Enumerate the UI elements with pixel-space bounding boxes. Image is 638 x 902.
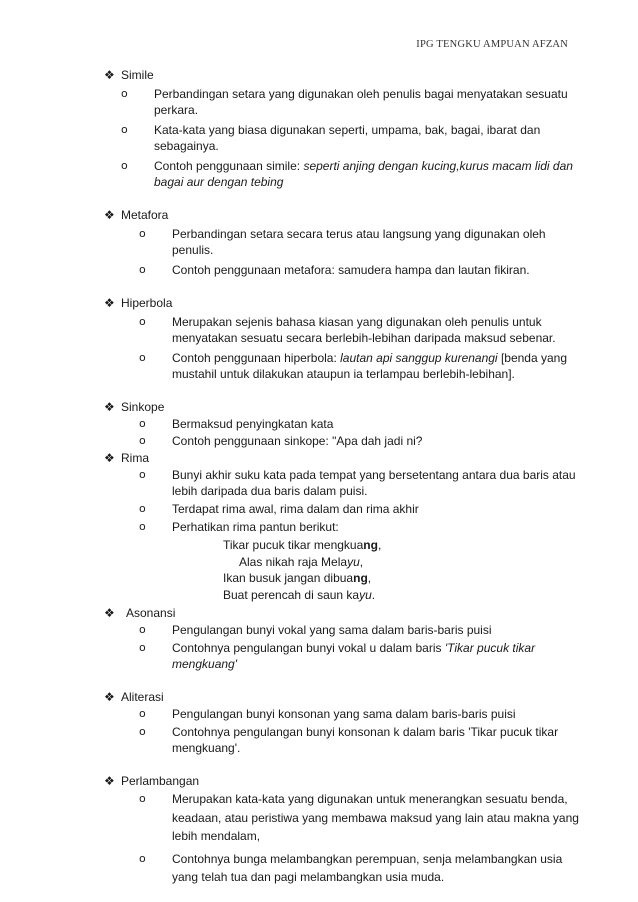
section-sinkope bbox=[104, 399, 584, 449]
section-title: Sinkope bbox=[121, 400, 165, 414]
document-body bbox=[104, 67, 584, 891]
diamond-icon: ❖ bbox=[104, 400, 115, 414]
pantun-poem bbox=[104, 537, 584, 603]
list-item: o Terdapat rima awal, rima dalam dan rima akhir bbox=[139, 502, 419, 516]
item-list bbox=[104, 467, 584, 535]
circle-bullet-icon: o bbox=[139, 417, 146, 430]
list-item: o Contoh penggunaan metafora: samudera hampa dan lautan fikiran. bbox=[139, 263, 530, 277]
list-item: o Pengulangan bunyi konsonan yang sama dalam baris-baris puisi bbox=[139, 707, 516, 721]
section-title: Rima bbox=[121, 451, 150, 465]
list-item: o Contoh penggunaan hiperbola: lautan api sanggup kurenangi [benda yang mustahil untuk dilakukan ataupun ia terlampau berlebih-lebihan]. bbox=[139, 351, 568, 381]
circle-bullet-icon: o bbox=[139, 851, 146, 865]
list-item: o Perhatikan rima pantun berikut: bbox=[139, 520, 339, 534]
circle-bullet-icon: o bbox=[139, 227, 146, 240]
section-rima bbox=[104, 450, 584, 603]
item-list bbox=[104, 622, 584, 672]
list-item: o Contoh penggunaan simile: seperti anjing dengan kucing,kurus macam lidi dan bagai aur dengan tebing bbox=[121, 159, 573, 189]
section-title: Hiperbola bbox=[121, 296, 173, 310]
section-title: Simile bbox=[121, 68, 154, 82]
circle-bullet-icon: o bbox=[139, 315, 146, 328]
list-item: o Contoh penggunaan sinkope: "Apa dah jadi ni? bbox=[139, 434, 423, 448]
circle-bullet-icon: o bbox=[139, 792, 146, 805]
poem-line: Alas nikah raja Melayu, bbox=[239, 554, 364, 569]
diamond-icon: ❖ bbox=[104, 451, 115, 465]
diamond-icon: ❖ bbox=[104, 208, 115, 222]
section-simile bbox=[104, 67, 584, 190]
circle-bullet-icon: o bbox=[139, 725, 146, 738]
item-list bbox=[104, 706, 584, 756]
list-item: o Perbandingan setara secara terus atau langsung yang digunakan oleh penulis. bbox=[139, 227, 546, 257]
item-list bbox=[104, 790, 584, 887]
poem-line: Tikar pucuk tikar mengkuang, bbox=[223, 538, 382, 552]
list-item: o Contohnya pengulangan bunyi konsonan k dalam baris 'Tikar pucuk tikar mengkuang'. bbox=[139, 725, 559, 755]
section-asonansi bbox=[104, 605, 584, 672]
section-metafora bbox=[104, 207, 584, 278]
circle-bullet-icon: o bbox=[139, 434, 146, 447]
diamond-icon: ❖ bbox=[104, 774, 115, 788]
item-list bbox=[104, 86, 584, 190]
list-item: o Contohnya bunga melambangkan perempuan, senja melambangkan usia yang telah tua dan pagi melambangkan usia muda. bbox=[139, 851, 563, 884]
section-title: Aliterasi bbox=[121, 690, 164, 704]
list-item: o Merupakan kata-kata yang digunakan untuk menerangkan sesuatu benda, keadaan, atau peristiwa yang membawa maksud yang lain atau makna yang lebih mendalam, bbox=[139, 792, 579, 843]
diamond-icon: ❖ bbox=[104, 690, 115, 704]
section-perlambangan bbox=[104, 773, 584, 887]
circle-bullet-icon: o bbox=[139, 351, 146, 364]
circle-bullet-icon: o bbox=[139, 520, 146, 533]
section-title: Asonansi bbox=[126, 606, 176, 620]
page-header: IPG TENGKU AMPUAN AFZAN bbox=[416, 39, 568, 50]
circle-bullet-icon: o bbox=[139, 468, 146, 481]
list-item: o Kata-kata yang biasa digunakan seperti, umpama, bak, bagai, ibarat dan sebagainya. bbox=[121, 123, 541, 153]
circle-bullet-icon: o bbox=[139, 623, 146, 636]
poem-line: Buat perencah di saun kayu. bbox=[223, 587, 376, 602]
circle-bullet-icon: o bbox=[121, 87, 128, 100]
item-list bbox=[104, 314, 584, 382]
circle-bullet-icon: o bbox=[121, 159, 128, 172]
circle-bullet-icon: o bbox=[139, 502, 146, 515]
item-list bbox=[104, 416, 584, 449]
item-list bbox=[104, 226, 584, 278]
circle-bullet-icon: o bbox=[121, 123, 128, 136]
section-title: Metafora bbox=[121, 208, 169, 222]
list-item: o Merupakan sejenis bahasa kiasan yang digunakan oleh penulis untuk menyatakan sesuatu secara berlebih-lebihan daripada maksud sebenar. bbox=[139, 315, 556, 345]
circle-bullet-icon: o bbox=[139, 707, 146, 720]
list-item: o Contohnya pengulangan bunyi vokal u dalam baris 'Tikar pucuk tikar mengkuang' bbox=[139, 641, 536, 671]
list-item: o Bermaksud penyingkatan kata bbox=[139, 417, 334, 431]
circle-bullet-icon: o bbox=[139, 641, 146, 654]
section-aliterasi bbox=[104, 689, 584, 756]
list-item: o Pengulangan bunyi vokal yang sama dalam baris-baris puisi bbox=[139, 623, 492, 637]
list-item: o Bunyi akhir suku kata pada tempat yang bersetentang antara dua baris atau lebih daripada dua baris dalam puisi. bbox=[139, 468, 576, 498]
diamond-icon: ❖ bbox=[104, 606, 115, 620]
list-item: o Perbandingan setara yang digunakan oleh penulis bagai menyatakan sesuatu perkara. bbox=[121, 87, 568, 117]
diamond-icon: ❖ bbox=[104, 296, 115, 310]
diamond-icon: ❖ bbox=[104, 68, 115, 82]
poem-line: Ikan busuk jangan dibuang, bbox=[223, 571, 372, 585]
circle-bullet-icon: o bbox=[139, 263, 146, 276]
section-hiperbola bbox=[104, 295, 584, 382]
section-title: Perlambangan bbox=[121, 774, 200, 788]
